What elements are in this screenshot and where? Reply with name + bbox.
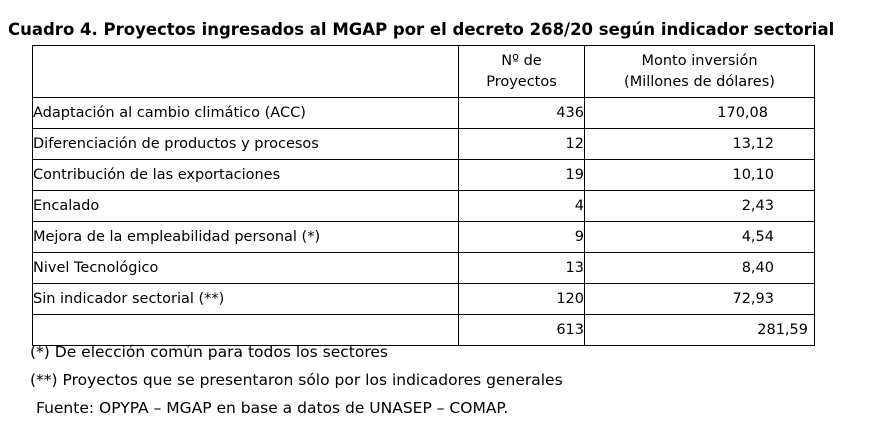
header-indicator — [33, 46, 459, 98]
table-row — [33, 253, 815, 284]
row-label: Contribución de las exportaciones — [33, 160, 459, 191]
row-label: Encalado — [33, 191, 459, 222]
row-projects: 436 — [459, 98, 585, 129]
table-row — [33, 129, 815, 160]
row-label: Adaptación al cambio climático (ACC) — [33, 98, 459, 129]
table-row — [33, 98, 815, 129]
total-projects: 613 — [459, 315, 585, 346]
row-amount: 72,93 — [585, 284, 815, 315]
row-amount: 2,43 — [585, 191, 815, 222]
header-projects-line1: Nº de — [501, 52, 542, 69]
header-projects-line2: Proyectos — [486, 73, 557, 90]
header-amount — [585, 46, 815, 98]
table-row — [33, 191, 815, 222]
footnote-common-selection: (*) De elección común para todos los sectores — [30, 343, 388, 361]
row-amount: 8,40 — [585, 253, 815, 284]
row-projects: 120 — [459, 284, 585, 315]
row-amount: 170,08 — [585, 98, 815, 129]
row-label: Mejora de la empleabilidad personal (*) — [33, 222, 459, 253]
footnote-general-indicators: (**) Proyectos que se presentaron sólo por los indicadores generales — [30, 371, 563, 389]
sectoral-indicator-table — [32, 45, 815, 346]
row-label: Sin indicador sectorial (**) — [33, 284, 459, 315]
table-row — [33, 222, 815, 253]
table-title: Cuadro 4. Proyectos ingresados al MGAP por el decreto 268/20 según indicador sectorial — [8, 20, 835, 39]
table-header-row — [33, 46, 815, 98]
total-amount: 281,59 — [585, 315, 815, 346]
total-label — [33, 315, 459, 346]
row-projects: 12 — [459, 129, 585, 160]
row-amount: 10,10 — [585, 160, 815, 191]
row-projects: 9 — [459, 222, 585, 253]
table-row — [33, 160, 815, 191]
table-row — [33, 284, 815, 315]
header-amount-line2: (Millones de dólares) — [624, 73, 775, 90]
row-amount: 4,54 — [585, 222, 815, 253]
row-projects: 4 — [459, 191, 585, 222]
table-total-row — [33, 315, 815, 346]
header-amount-line1: Monto inversión — [641, 52, 758, 69]
source-note: Fuente: OPYPA – MGAP en base a datos de UNASEP – COMAP. — [36, 399, 509, 417]
header-projects — [459, 46, 585, 98]
row-projects: 13 — [459, 253, 585, 284]
row-label: Nivel Tecnológico — [33, 253, 459, 284]
row-label: Diferenciación de productos y procesos — [33, 129, 459, 160]
row-amount: 13,12 — [585, 129, 815, 160]
row-projects: 19 — [459, 160, 585, 191]
